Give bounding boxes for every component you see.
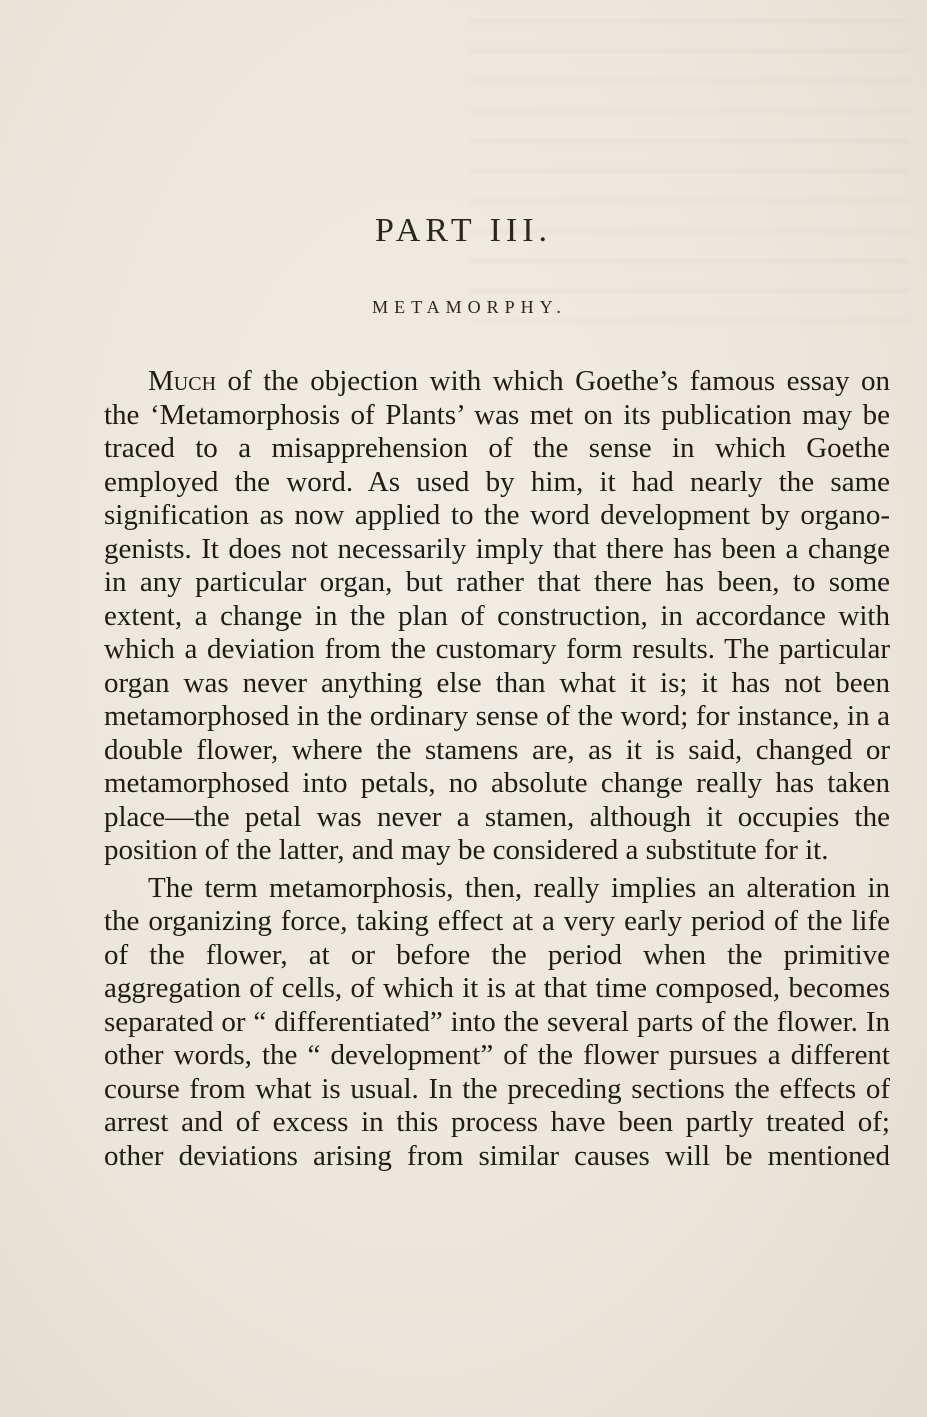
paragraph-1 [104,365,890,868]
part-heading: PART III. [374,212,553,249]
paragraph-1-text: of the objection with which Goethe’s famous essay on the ‘Metamorphosis of Plants’ was met on its publication may be traced to a misapprehension of the sense in which Goethe employed the word. As used by him, it had nearly the same signification as now applied to the word development by organogenists. It does not necessarily imply that there has been a change in any particular organ, but rather that there has been, to some extent, a change in the plan of construction, in accordance with which a deviation from the customary form results. The particular organ was never anything else than what it is; it has not been metamorphosed in the ordinary sense of the word; for instance, in a double flower, where the stamens are, as it is said, changed or metamorphosed into petals, no absolute change really has taken place—the petal was never a stamen, although it occupies the position of the latter, and may be considered a substitute for it. [104,365,890,866]
section-heading: METAMORPHY. [372,297,567,317]
show-through-shadow [470,20,910,340]
body-text [104,365,890,1173]
opening-word: Much [148,365,217,397]
paragraph-2: The term metamorphosis, then, really implies an alteration in the organizing force, taking effect at a very early period of the life of the flower, at or before the period when the primitive aggregation of cells, of which it is at that time composed, becomes separated or “ differentiated” into the several parts of the flower. In other words, the “ development” of the flower pursues a different course from what is usual. In the preceding sections the effects of arrest and of excess in this process have been partly treated of; other deviations arising from similar causes will be mentioned [104,871,890,1172]
